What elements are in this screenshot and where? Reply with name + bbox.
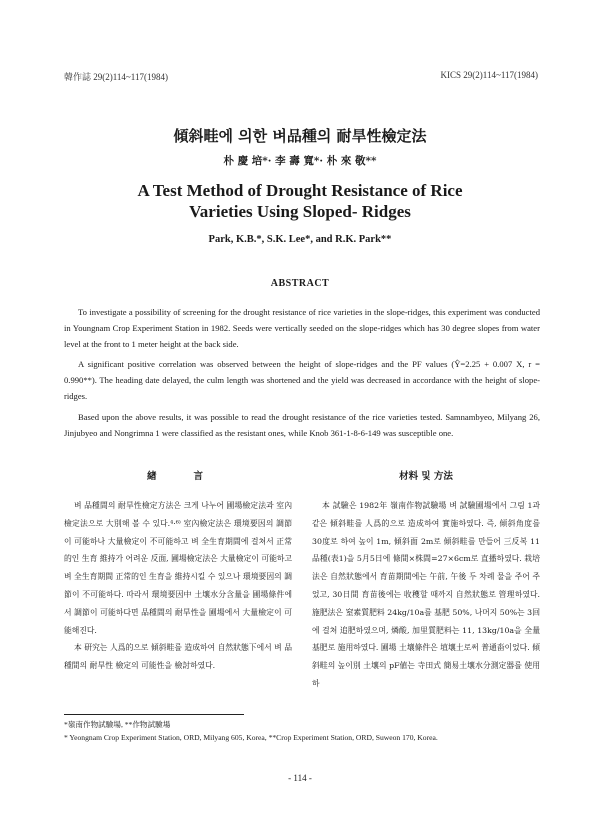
journal-header-right: KICS 29(2)114~117(1984) <box>440 70 538 80</box>
materials-methods-heading: 材料 및 方法 <box>399 471 453 482</box>
abstract-heading: ABSTRACT <box>270 278 330 289</box>
journal-header-left: 韓作誌 29(2)114~117(1984) <box>64 72 168 82</box>
english-title-line-1: A Test Method of Drought Resistance of Rice <box>137 181 463 200</box>
body-paragraph: 벼 品種間의 耐旱性檢定方法은 크게 나누어 圃場檢定法과 室內檢定法으로 大別해 볼 수 있다.⁴·⁶⁾ 室內檢定法은 環境要因의 調節이 可能하나 大量檢定이 不可能하고 벼 全生育期間에 걸쳐서 正常的인 生育 維持가 어려운 反面, 圃場檢定法은 大量檢定이 可能하고 벼 全生育期間 正常的인 生育을 維持시킬 수 있으나 環境要因의 調節이 不可能하다. 따라서 環境要因中 土壤水分含量을 圃場條件에서 調節이 可能하다면 品種間의 耐旱性을 圃場에서 大量檢定이 可能해진다. <box>64 501 292 635</box>
page-number: - 114 - <box>288 773 312 783</box>
introduction-heading: 緖 言 <box>146 471 209 482</box>
english-title <box>0 180 600 222</box>
footnotes <box>64 718 540 744</box>
materials-methods-column <box>312 497 540 693</box>
abstract-body <box>64 304 540 445</box>
footnote-divider <box>64 714 244 715</box>
footnote-korean: *嶺南作物試驗場, **作物試驗場 <box>64 720 171 729</box>
english-title-line-2: Varieties Using Sloped- Ridges <box>189 202 411 221</box>
abstract-paragraph: Based upon the above results, it was possible to read the drought resistance of the rice varieties tested. Samnambyeo, Milyang 26, Jinjubyeo and Nongrimna 1 were classified as the resistant ones, while Knob 361-1-8-6-149 was susceptible one. <box>64 411 540 438</box>
introduction-column <box>64 497 292 675</box>
abstract-paragraph: A significant positive correlation was observed between the height of slope-ridges and the PF values (Ŷ=2.25 + 0.007 X, r = 0.990**). The heading date delayed, the culm length was shortened and the yield was decreased in accordance with the height of slope-ridges. <box>64 359 540 402</box>
korean-title: 傾斜畦에 의한 벼品種의 耐旱性檢定法 <box>173 127 427 145</box>
korean-authors: 朴 慶 培*· 李 壽 寬*· 朴 來 敬** <box>223 155 377 167</box>
body-paragraph: 本 研究는 人爲的으로 傾斜畦를 造成하여 自然狀態下에서 벼 品種間의 耐旱性 檢定의 可能性을 檢討하였다. <box>64 643 292 671</box>
abstract-paragraph: To investigate a possibility of screening for the drought resistance of rice varieties in the slope-ridges, this experiment was conducted in Youngnam Crop Experiment Station in 1982. Seeds were vertically seeded on the slope-ridges which has 30 degree slopes from water level at the front to 1 meter height at the back side. <box>64 307 540 350</box>
body-paragraph: 本 試驗은 1982年 嶺南作物試驗場 벼 試驗圃場에서 그림 1과 같은 傾斜畦를 人爲的으로 造成하여 實施하였다. 즉, 傾斜角度를 30度로 하여 높이 1m, 傾斜面 2m로 傾斜畦를 만들어 三反복 11品種(表1)을 5月5日에 條間×株間=27×6cm로 直播하였다. 栽培法은 自然狀態에서 育苗期間에는 午前, 午後 두 차례 물을 주어 주었고, 30日間 育苗後에는 收穫할 때까지 自然狀態로 管理하였다. 施肥法은 窒素質肥料 24kg/10a를 基肥 50%, 나머지 50%는 3回에 걸쳐 追肥하였으며, 燐酸, 加里質肥料는 11, 13kg/10a을 全量 基肥로 施用하였다. 圃場 土壤條件은 埴壤土로써 普通畓이었다. 傾斜畦의 높이別 土壤의 pF値는 寺田式 簡易土壤水分測定器를 使用하 <box>312 501 540 688</box>
footnote-english: * Yeongnam Crop Experiment Station, ORD, Milyang 605, Korea, **Crop Experiment Station, ORD, Suweon 170, Korea. <box>64 733 438 742</box>
english-authors: Park, K.B.*, S.K. Lee*, and R.K. Park** <box>208 234 392 245</box>
